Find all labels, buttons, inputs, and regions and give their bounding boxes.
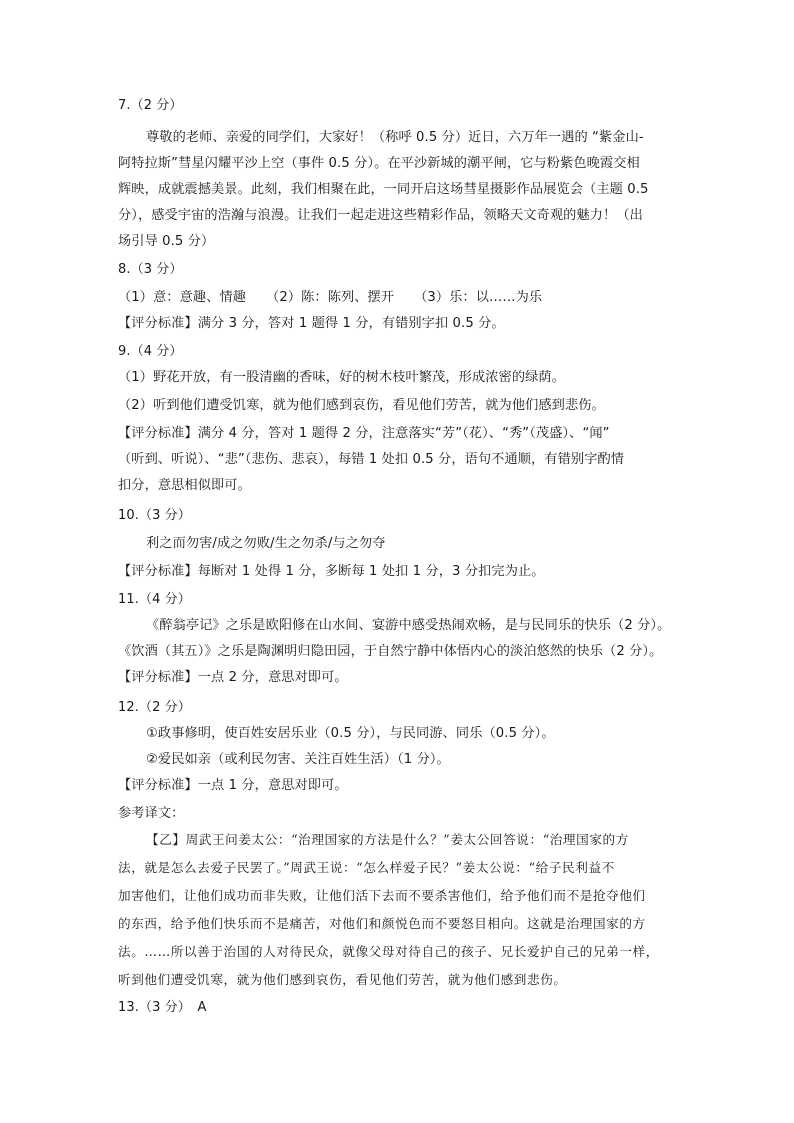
q11-scoring: 【评分标准】一点 2 分，意思对即可。 <box>118 670 348 685</box>
q11-heading: 11.（4 分） <box>118 592 191 607</box>
translation-line-2: 法，就是怎么去爱子民罢了。”周武王说：“怎么样爱子民？”姜太公说：“给子民利益不 <box>118 860 615 875</box>
q10-answer: 利之而勿害/成之勿败/生之勿杀/与之勿夺 <box>146 536 386 551</box>
q11-answer-1: 《醉翁亭记》之乐是欧阳修在山水间、宴游中感受热闹欢畅，是与民同乐的快乐（2 分）。 <box>146 618 671 633</box>
q8-heading: 8.（3 分） <box>118 262 183 277</box>
q9-answer-2: （2）听到他们遭受饥寒，就为他们感到哀伤，看见他们劳苦，就为他们感到悲伤。 <box>118 398 605 413</box>
q9-scoring-line-2: （听到、听说）、“悲”（悲伤、悲哀），每错 1 处扣 0.5 分，语句不通顺，有错别字酌情 <box>118 452 625 467</box>
reference-translation-label: 参考译文： <box>118 806 185 821</box>
q10-scoring: 【评分标准】每断对 1 处得 1 分，多断每 1 处扣 1 分，3 分扣完为止。 <box>118 564 545 579</box>
q7-heading: 7.（2 分） <box>118 98 183 113</box>
q12-scoring: 【评分标准】一点 1 分，意思对即可。 <box>118 778 348 793</box>
q8-answer: （1）意：意趣、情趣 （2）陈：陈列、摆开 （3）乐：以……为乐 <box>118 290 543 305</box>
q7-answer-line-1: 尊敬的老师、亲爱的同学们，大家好！（称呼 0.5 分）近日，六万年一遇的 “紫金山- <box>146 130 644 145</box>
q11-answer-2: 《饮酒（其五）》之乐是陶渊明归隐田园，于自然宁静中体悟内心的淡泊悠然的快乐（2 分）。 <box>118 644 663 659</box>
translation-line-3: 加害他们，让他们成功而非失败，让他们活下去而不要杀害他们，给予他们而不是抢夺他们 <box>118 888 646 903</box>
q9-heading: 9.（4 分） <box>118 344 183 359</box>
translation-line-4: 的东西，给予他们快乐而不是痛苦，对他们和颜悦色而不要怒目相向。这就是治理国家的方 <box>118 916 646 931</box>
q7-answer-line-4: 分），感受宇宙的浩瀚与浪漫。让我们一起走进这些精彩作品，领略天文奇观的魅力！（出 <box>118 208 643 223</box>
q12-answer-2: ②爱民如亲（或利民勿害、关注百姓生活）（1 分）。 <box>146 752 450 767</box>
q12-heading: 12.（2 分） <box>118 700 191 715</box>
q8-scoring: 【评分标准】满分 3 分，答对 1 题得 1 分，有错别字扣 0.5 分。 <box>118 316 505 331</box>
translation-line-5: 法。……所以善于治国的人对待民众，就像父母对待自己的孩子、兄长爱护自己的兄弟一样， <box>118 944 659 959</box>
q7-answer-line-3: 辉映，成就震撼美景。此刻，我们相聚在此，一同开启这场彗星摄影作品展览会（主题 0.5 <box>118 182 649 197</box>
q9-scoring-line-1: 【评分标准】满分 4 分，答对 1 题得 2 分，注意落实“芳”（花）、“秀”（茂盛）、“闻” <box>118 426 610 441</box>
q10-heading: 10.（3 分） <box>118 508 191 523</box>
translation-line-1: 【乙】周武王问姜太公：“治理国家的方法是什么？”姜太公回答说：“治理国家的方 <box>146 832 629 847</box>
q12-answer-1: ①政事修明，使百姓安居乐业（0.5 分），与民同游、同乐（0.5 分）。 <box>146 726 555 741</box>
q13-heading-answer: 13.（3 分） A <box>118 1000 207 1015</box>
q9-scoring-line-3: 扣分，意思相似即可。 <box>118 478 251 493</box>
q7-answer-line-2: 阿特拉斯”彗星闪耀平沙上空（事件 0.5 分）。在平沙新城的潮平闸，它与粉紫色晚霞交相 <box>118 156 640 171</box>
translation-line-6: 听到他们遭受饥寒，就为他们感到哀伤，看见他们劳苦，就为他们感到悲伤。 <box>118 972 567 987</box>
q9-answer-1: （1）野花开放，有一股清幽的香味，好的树木枝叶繁茂，形成浓密的绿荫。 <box>118 370 565 385</box>
q7-answer-line-5: 场引导 0.5 分） <box>118 234 215 249</box>
